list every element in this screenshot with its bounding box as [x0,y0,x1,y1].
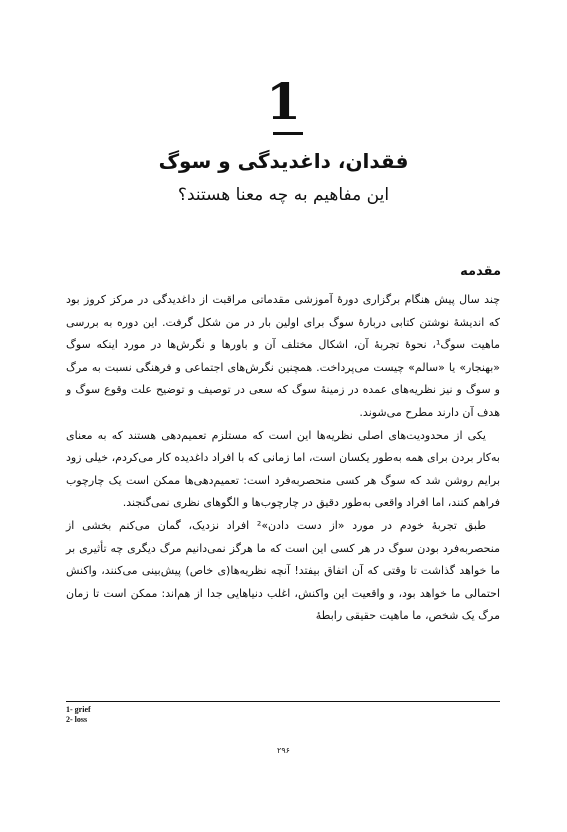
section-heading: مقدمه [460,264,501,279]
body-text [66,289,500,628]
footnote: 1- grief [66,705,91,714]
paragraph: یکی از محدودیت‌های اصلی نظریه‌ها این است که مستلزم تعمیم‌دهی هستند که به معنای به‌کار بردن برای همه به‌طور یکسان است، اما زمانی که با افراد داغدیده کار می‌کردم، خیلی زود برایم روشن شد که سوگ هر کسی منحصربه‌فرد است: تعمیم‌دهی‌ها ممکن است یک چارچوب فراهم کنند، اما افراد واقعی به‌طور دقیق در چارچوب‌ها و الگوهای نظری نمی‌گنجند. [66,428,500,510]
page-number: ۲۹۶ [277,746,290,755]
footnote-divider [66,701,500,702]
chapter-title: فقدان، داغدیدگی و سوگ [158,149,409,173]
paragraph: چند سال پیش هنگام برگزاری دورهٔ آموزشی مقدماتی مراقبت از داغدیدگی در مرکز کروز بود که اندیشهٔ نوشتن کتابی دربارهٔ سوگ برای اولین بار در من شکل گرفت. این دوره به بررسی ماهیت سوگ¹، نحوهٔ تجربهٔ آن، اشکال مختلف آن و باورها و نگرش‌ها در مورد اینکه سوگ «بهنجار» یا «سالم» چیست می‌پرداخت. همچنین نگرش‌های اجتماعی و فرهنگی نسبت به مرگ و سوگ و نیز نظریه‌های عمده در زمینهٔ سوگ که سعی در توصیف و توضیح علت وقوع سوگ و هدف آن دارند مطرح می‌شوند. [66,293,500,419]
chapter-subtitle: این مفاهیم به چه معنا هستند؟ [177,185,390,205]
chapter-number-underline [273,132,303,135]
footnotes [66,705,91,725]
chapter-number: 1 [266,72,301,131]
footnote: 2- loss [66,715,88,724]
paragraph: طبق تجربهٔ خودم در مورد «از دست دادن»² افراد نزدیک، گمان می‌کنم بخشی از منحصربه‌فرد بودن سوگ در هر کسی این است که ما هرگز نمی‌دانیم مرگ دیگری چه تأثیری بر ما خواهد گذاشت تا وقتی که آن اتفاق بیفتد! آنچه نظریه‌ها(ی خاص) پیش‌بینی می‌کنند، واکنش احتمالی ما خواهد بود، و واقعیت این واکنش، اغلب دنیاهایی جدا از هم‌اند: ممکن است تا زمان مرگ یک شخص، ما ماهیت حقیقی رابطهٔ [66,518,500,623]
